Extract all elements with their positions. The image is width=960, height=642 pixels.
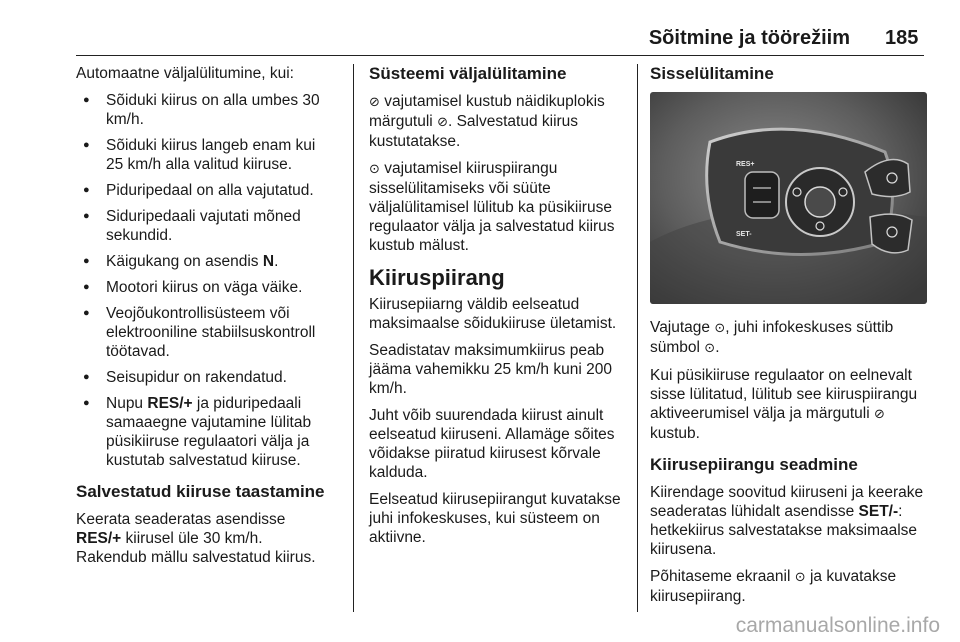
watermark: carmanualsonline.info bbox=[735, 614, 940, 637]
cruise-control-off-icon: ⊘ bbox=[437, 115, 448, 130]
column-left bbox=[76, 64, 332, 575]
cruise-control-off-icon: ⊘ bbox=[369, 95, 380, 110]
paragraph: Kiirendage soovitud kiiruseni ja keerake seaderatas lühidalt asendisse SET/-: hetkekiirus salvestatakse maksimaalse kiirusena. bbox=[650, 484, 924, 558]
column-middle bbox=[369, 64, 629, 555]
paragraph: ⊘ vajutamisel kustub näidikuplokis märgutuli ⊘. Salvestatud kiirus kustutatakse. bbox=[369, 93, 605, 150]
paragraph: Kiirusepiiarng väldib eelseatud maksimaalse sõidukiiruse ületamist. bbox=[369, 296, 617, 332]
paragraph: Eelseatud kiirusepiirangut kuvatakse juhi infokeskuses, kui süsteem on aktiivne. bbox=[369, 491, 621, 546]
paragraph: ⊙ vajutamisel kiiruspiirangu sisselülitamiseks või süüte väljalülitamisel lülitub ka püsikiiruse regulaator välja ja salvestatud kiirus kustub mälust. bbox=[369, 160, 615, 254]
speed-limiter-icon: ⊙ bbox=[704, 341, 716, 356]
chapter-heading: Kiiruspiirang bbox=[369, 265, 505, 290]
paragraph: Seadistatav maksimumkiirus peab jääma vahemikku 25 km/h kuni 200 km/h. bbox=[369, 342, 612, 397]
column-divider bbox=[353, 64, 354, 612]
paragraph: Vajutage ⊙, juhi infokeskuses süttib sümbol ⊙. bbox=[650, 319, 894, 356]
speed-limiter-icon: ⊙ bbox=[794, 570, 806, 585]
list-item: ● Siduripedaali vajutati mõned sekundid. bbox=[76, 207, 332, 245]
set-label: SET- bbox=[736, 231, 752, 238]
speed-limiter-icon: ⊙ bbox=[714, 321, 726, 336]
cruise-control-off-icon: ⊘ bbox=[873, 407, 885, 422]
auto-off-list bbox=[76, 91, 332, 470]
section-heading: Süsteemi väljalülitamine bbox=[369, 64, 567, 83]
list-item: ● Käigukang on asendis N. bbox=[76, 252, 332, 271]
list-item: ● Nupu RES/+ ja piduripedaali samaaegne vajutamine lülitab püsikiiruse regulaatori välja ja kustutab salvestatud kiiruse. bbox=[76, 394, 332, 470]
column-right bbox=[650, 64, 928, 614]
steering-wheel-controls-image bbox=[650, 92, 927, 304]
section-heading: Salvestatud kiiruse taastamine bbox=[76, 482, 325, 501]
page-header-title: Sõitmine ja töörežiim bbox=[648, 27, 850, 49]
auto-off-intro: Automaatne väljalülitumine, kui: bbox=[76, 65, 294, 82]
page-number: 185 bbox=[885, 27, 919, 49]
section-heading: Sisselülitamine bbox=[650, 64, 774, 83]
column-divider bbox=[637, 64, 638, 612]
res-label: RES+ bbox=[736, 161, 755, 168]
paragraph: Põhitaseme ekraanil ⊙ ja kuvatakse kiirusepiirang. bbox=[650, 568, 897, 605]
list-item: ● Seisupidur on rakendatud. bbox=[76, 368, 332, 387]
header-rule bbox=[76, 55, 924, 56]
paragraph: Keerata seaderatas asendisse RES/+ kiirusel üle 30 km/h. Rakendub mällu salvestatud kiirus. bbox=[76, 511, 316, 566]
paragraph: Kui püsikiiruse regulaator on eelnevalt sisse lülitatud, lülitub see kiiruspiirangu aktiveerumisel välja ja märgutuli ⊘ kustub. bbox=[650, 367, 918, 442]
speed-limiter-icon: ⊙ bbox=[369, 162, 380, 177]
list-item: ● Piduripedaal on alla vajutatud. bbox=[76, 181, 332, 200]
list-item: ● Veojõukontrollisüsteem või elektrooniline stabiilsuskontroll töötavad. bbox=[76, 304, 332, 361]
paragraph: Juht võib suurendada kiirust ainult eelseatud kiiruseni. Allamäge sõites võidakse piiratud kiirusest kõrvale kalduda. bbox=[369, 407, 615, 481]
list-item: ● Mootori kiirus on väga väike. bbox=[76, 278, 332, 297]
list-item: ● Sõiduki kiirus on alla umbes 30 km/h. bbox=[76, 91, 332, 129]
list-item: ● Sõiduki kiirus langeb enam kui 25 km/h alla valitud kiiruse. bbox=[76, 136, 332, 174]
section-heading: Kiirusepiirangu seadmine bbox=[650, 455, 858, 474]
